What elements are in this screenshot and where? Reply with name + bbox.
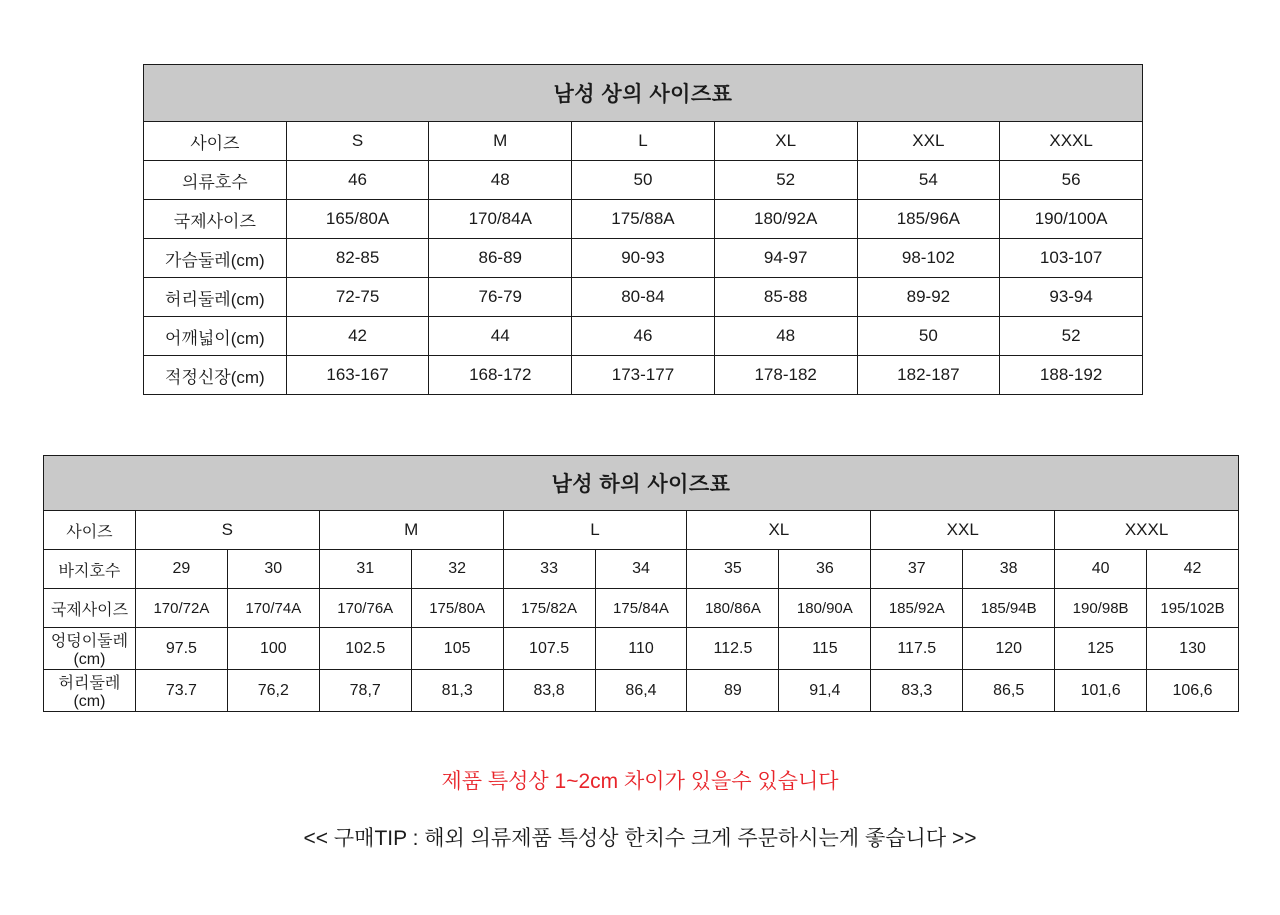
- cell-hip-1: 97.5: [135, 628, 227, 670]
- cell-size-xxxl: XXXL: [1000, 122, 1143, 161]
- cell-garment-number-l: 50: [572, 161, 715, 200]
- mens-bottom-size-table: [43, 455, 1239, 712]
- cell-hip-9: 117.5: [871, 628, 963, 670]
- cell-hip-5: 107.5: [503, 628, 595, 670]
- mens-top-size-table: [143, 64, 1143, 395]
- table-row: [144, 356, 1143, 395]
- cell-waist-xxxl: 93-94: [1000, 278, 1143, 317]
- cell-garment-number-xxxl: 56: [1000, 161, 1143, 200]
- cell-shoulder-xxl: 50: [857, 317, 1000, 356]
- mens-top-table-title: 남성 상의 사이즈표: [144, 65, 1143, 122]
- cell-height-s: 163-167: [286, 356, 429, 395]
- cell-international-size-l: 175/88A: [572, 200, 715, 239]
- cell-garment-number-xxl: 54: [857, 161, 1000, 200]
- cell-waist-4: 81,3: [411, 670, 503, 712]
- cell-garment-number-s: 46: [286, 161, 429, 200]
- cell-pants-number-12: 42: [1147, 550, 1239, 589]
- cell-shoulder-l: 46: [572, 317, 715, 356]
- cell-waist-11: 101,6: [1055, 670, 1147, 712]
- row-label-size: 사이즈: [144, 122, 287, 161]
- cell-garment-number-m: 48: [429, 161, 572, 200]
- cell-hip-12: 130: [1147, 628, 1239, 670]
- cell-pants-number-11: 40: [1055, 550, 1147, 589]
- table-row: [144, 317, 1143, 356]
- cell-waist-xl: 85-88: [714, 278, 857, 317]
- cell-international-size-8: 180/90A: [779, 589, 871, 628]
- cell-size-l: L: [572, 122, 715, 161]
- cell-waist-2: 76,2: [227, 670, 319, 712]
- cell-international-size-7: 180/86A: [687, 589, 779, 628]
- cell-height-xxxl: 188-192: [1000, 356, 1143, 395]
- cell-chest-m: 86-89: [429, 239, 572, 278]
- cell-waist-12: 106,6: [1147, 670, 1239, 712]
- row-label-chest: 가슴둘레(cm): [144, 239, 287, 278]
- cell-pants-number-9: 37: [871, 550, 963, 589]
- cell-waist-1: 73.7: [135, 670, 227, 712]
- cell-hip-8: 115: [779, 628, 871, 670]
- cell-size-xl: XL: [714, 122, 857, 161]
- row-label-pants-number: 바지호수: [44, 550, 136, 589]
- row-label-size: 사이즈: [44, 511, 136, 550]
- mens-top-size-table-container: [143, 64, 1143, 395]
- row-label-international-size: 국제사이즈: [44, 589, 136, 628]
- row-label-garment-number: 의류호수: [144, 161, 287, 200]
- cell-waist-l: 80-84: [572, 278, 715, 317]
- cell-garment-number-xl: 52: [714, 161, 857, 200]
- cell-international-size-1: 170/72A: [135, 589, 227, 628]
- cell-shoulder-m: 44: [429, 317, 572, 356]
- cell-pants-number-4: 32: [411, 550, 503, 589]
- cell-size-xxl: XXL: [871, 511, 1055, 550]
- cell-international-size-xxl: 185/96A: [857, 200, 1000, 239]
- cell-size-xxl: XXL: [857, 122, 1000, 161]
- cell-size-s: S: [135, 511, 319, 550]
- row-label-height: 적정신장(cm): [144, 356, 287, 395]
- cell-pants-number-7: 35: [687, 550, 779, 589]
- cell-waist-10: 86,5: [963, 670, 1055, 712]
- row-label-international-size: 국제사이즈: [144, 200, 287, 239]
- cell-international-size-xl: 180/92A: [714, 200, 857, 239]
- cell-waist-9: 83,3: [871, 670, 963, 712]
- cell-size-l: L: [503, 511, 687, 550]
- row-label-waist: 허리둘레(cm): [44, 670, 136, 712]
- cell-waist-5: 83,8: [503, 670, 595, 712]
- cell-international-size-6: 175/84A: [595, 589, 687, 628]
- cell-waist-xxl: 89-92: [857, 278, 1000, 317]
- cell-hip-11: 125: [1055, 628, 1147, 670]
- cell-international-size-9: 185/92A: [871, 589, 963, 628]
- cell-size-xl: XL: [687, 511, 871, 550]
- cell-chest-xxl: 98-102: [857, 239, 1000, 278]
- cell-shoulder-s: 42: [286, 317, 429, 356]
- cell-pants-number-5: 33: [503, 550, 595, 589]
- row-label-shoulder: 어깨넓이(cm): [144, 317, 287, 356]
- cell-pants-number-8: 36: [779, 550, 871, 589]
- cell-waist-6: 86,4: [595, 670, 687, 712]
- cell-size-xxxl: XXXL: [1055, 511, 1239, 550]
- cell-waist-3: 78,7: [319, 670, 411, 712]
- cell-chest-xxxl: 103-107: [1000, 239, 1143, 278]
- cell-hip-7: 112.5: [687, 628, 779, 670]
- cell-international-size-10: 185/94B: [963, 589, 1055, 628]
- cell-pants-number-3: 31: [319, 550, 411, 589]
- cell-height-m: 168-172: [429, 356, 572, 395]
- cell-international-size-xxxl: 190/100A: [1000, 200, 1143, 239]
- row-label-waist: 허리둘레(cm): [144, 278, 287, 317]
- cell-hip-6: 110: [595, 628, 687, 670]
- cell-international-size-12: 195/102B: [1147, 589, 1239, 628]
- measurement-tolerance-note: 제품 특성상 1~2cm 차이가 있을수 있습니다: [441, 770, 839, 793]
- cell-international-size-3: 170/76A: [319, 589, 411, 628]
- cell-pants-number-1: 29: [135, 550, 227, 589]
- cell-chest-xl: 94-97: [714, 239, 857, 278]
- table-row: [44, 550, 1239, 589]
- cell-pants-number-6: 34: [595, 550, 687, 589]
- table-row: [144, 200, 1143, 239]
- cell-chest-s: 82-85: [286, 239, 429, 278]
- cell-shoulder-xl: 48: [714, 317, 857, 356]
- table-row: [44, 511, 1239, 550]
- row-label-hip: 엉덩이둘레(cm): [44, 628, 136, 670]
- table-row-title: [144, 65, 1143, 122]
- cell-height-xxl: 182-187: [857, 356, 1000, 395]
- table-row: [44, 670, 1239, 712]
- cell-international-size-s: 165/80A: [286, 200, 429, 239]
- cell-waist-8: 91,4: [779, 670, 871, 712]
- cell-international-size-5: 175/82A: [503, 589, 595, 628]
- cell-chest-l: 90-93: [572, 239, 715, 278]
- cell-international-size-4: 175/80A: [411, 589, 503, 628]
- cell-hip-10: 120: [963, 628, 1055, 670]
- table-row: [44, 628, 1239, 670]
- table-row-title: [44, 456, 1239, 511]
- cell-waist-s: 72-75: [286, 278, 429, 317]
- mens-bottom-size-table-container: [43, 455, 1239, 712]
- cell-pants-number-10: 38: [963, 550, 1055, 589]
- table-row: [144, 161, 1143, 200]
- cell-hip-4: 105: [411, 628, 503, 670]
- table-row: [144, 239, 1143, 278]
- cell-size-m: M: [319, 511, 503, 550]
- cell-international-size-11: 190/98B: [1055, 589, 1147, 628]
- cell-international-size-m: 170/84A: [429, 200, 572, 239]
- table-row: [144, 278, 1143, 317]
- table-row: [144, 122, 1143, 161]
- cell-height-l: 173-177: [572, 356, 715, 395]
- cell-shoulder-xxxl: 52: [1000, 317, 1143, 356]
- cell-waist-m: 76-79: [429, 278, 572, 317]
- cell-hip-2: 100: [227, 628, 319, 670]
- cell-international-size-2: 170/74A: [227, 589, 319, 628]
- purchase-tip-note: << 구매TIP : 해외 의류제품 특성상 한치수 크게 주문하시는게 좋습니다 >>: [303, 827, 977, 850]
- cell-hip-3: 102.5: [319, 628, 411, 670]
- cell-size-m: M: [429, 122, 572, 161]
- cell-size-s: S: [286, 122, 429, 161]
- mens-bottom-table-title: 남성 하의 사이즈표: [44, 456, 1239, 511]
- cell-waist-7: 89: [687, 670, 779, 712]
- cell-pants-number-2: 30: [227, 550, 319, 589]
- cell-height-xl: 178-182: [714, 356, 857, 395]
- table-row: [44, 589, 1239, 628]
